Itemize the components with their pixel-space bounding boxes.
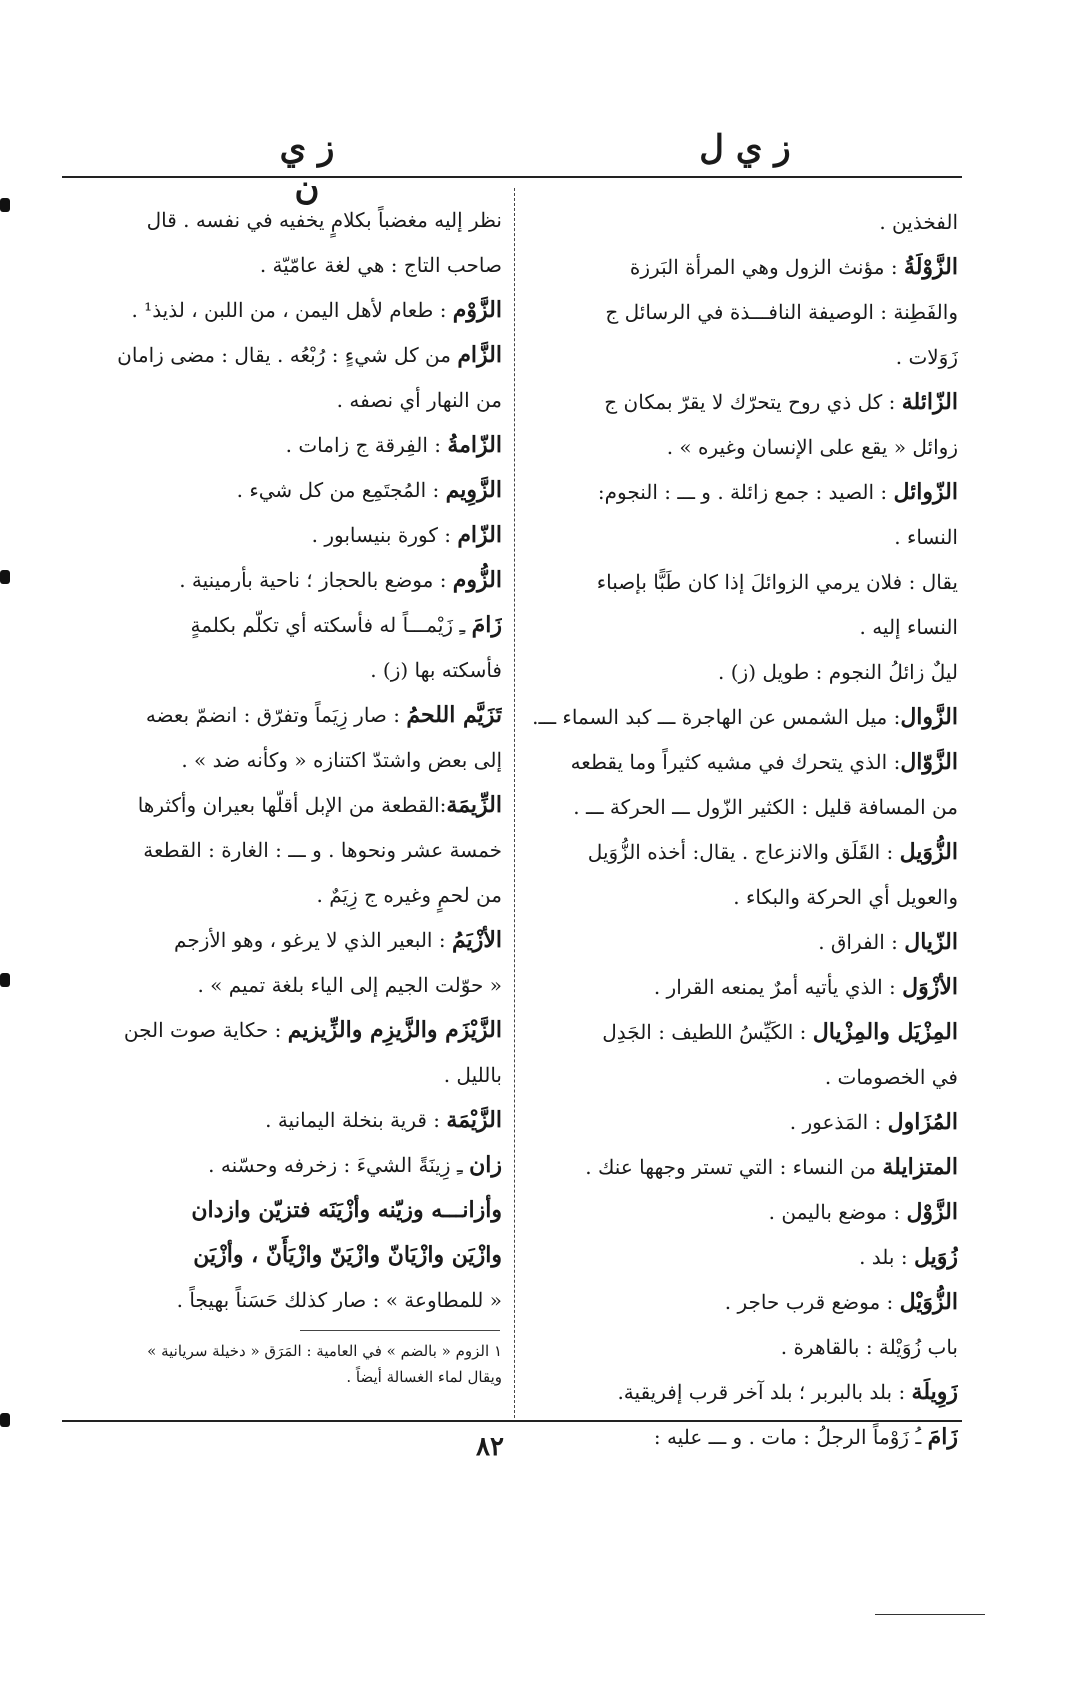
margin-mark: [0, 198, 10, 212]
definition-text: : كل ذي روح يتحرّك لا يقرّ بمكان ج: [604, 390, 902, 414]
entry-line: [526, 1055, 958, 1100]
corner-rule: [875, 1614, 985, 1615]
entry-line: [70, 963, 502, 1008]
entry-line: [70, 243, 502, 288]
footnote: [70, 1338, 502, 1390]
entry-line: [70, 738, 502, 783]
definition-text: : الصيد : جمع زائلة . و ـــ : النجوم:: [597, 480, 894, 504]
definition-text: يقال : فلان يرمي الزوائلَ إذا كان طَبًّا بإصباء: [596, 570, 958, 594]
definition-text: : صار زِيَماً وتفرّق : انضمّ بعضه: [145, 703, 407, 727]
entry-line: [70, 1188, 502, 1233]
definition-text: : الذي يأتيه أمرٌ يمنعه القرار .: [653, 975, 903, 999]
entry-line: [70, 873, 502, 918]
definition-text: ليلٌ زائلُ النجوم : طويل (ز) .: [718, 660, 958, 684]
definition-text: الفخذين .: [879, 210, 958, 234]
definition-text: : البعير الذي لا يرغو ، وهو الأزجم: [174, 928, 452, 952]
entry-line: [70, 513, 502, 558]
headword: الزُّوَيْل: [899, 1289, 958, 1315]
headword: الزّائلة: [901, 389, 958, 415]
definition-text: : موضع باليمن .: [768, 1200, 907, 1224]
entry-line: [526, 1325, 958, 1370]
headword: الزّوائل: [893, 479, 958, 505]
headword: تَزَيَّم اللحمُ: [406, 702, 502, 728]
definition-text: : الذي يتحرك في مشيه كثيراً وما يقطعه: [570, 750, 901, 774]
definition-text: والعويل أي الحركة والبكاء .: [733, 885, 958, 909]
entry-line: [526, 695, 958, 740]
entry-line: [70, 198, 502, 243]
headword: زُوَيل: [913, 1244, 958, 1270]
margin-mark: [0, 570, 10, 584]
entry-line: [70, 468, 502, 513]
header-root-left: ز ي ن: [279, 128, 335, 208]
left-column: [70, 198, 502, 1323]
headword: الزَّام: [457, 342, 502, 368]
entry-line: [526, 470, 958, 515]
headword: المتزايلة: [882, 1154, 958, 1180]
definition-text: : موضع بالحجاز ؛ ناحية بأرمينية .: [179, 568, 453, 592]
entry-line: [526, 1190, 958, 1235]
entry-line: [70, 648, 502, 693]
definition-text: فأسكته بها (ز) .: [370, 658, 502, 682]
entry-line: [70, 828, 502, 873]
definition-text: خمسة عشر ونحوها . و ـــ : الغارة : القطعة: [143, 838, 502, 862]
definition-text: : بلد .: [859, 1245, 914, 1269]
entry-line: [70, 1053, 502, 1098]
entry-line: [526, 785, 958, 830]
definition-text: : المَذعور .: [789, 1110, 888, 1134]
entry-line: [526, 650, 958, 695]
footnote-line: ويقال لماء الغسالة أيضاً .: [346, 1368, 502, 1386]
entry-line: [526, 245, 958, 290]
definition-text: : كورة بنيسابور .: [311, 523, 458, 547]
definition-text: : ميل الشمس عن الهاجرة ـــ كبد السماء ـــ.: [532, 705, 901, 729]
page-number: ٨٢: [476, 1432, 504, 1462]
entry-line: [526, 1235, 958, 1280]
definition-text: من لحمٍ وغيره ج زِيَمٌ .: [316, 883, 502, 907]
definition-text: : الكَيِّسُ اللطيف : الجَدِل: [602, 1020, 813, 1044]
top-rule: [62, 176, 962, 178]
definition-text: : حكاية صوت الجن: [123, 1018, 288, 1042]
definition-text: : القَلَق والانزعاج . يقال: أخذه الزُّوَيل: [587, 840, 900, 864]
entry-line: [70, 603, 502, 648]
headword: الزَّيْمَة: [446, 1107, 502, 1133]
right-column: [526, 200, 958, 1460]
headword: الزَّيْزَم والزَّيزِم والزِّيزيم: [287, 1017, 502, 1043]
definition-text: : قرية بنخلة اليمانية .: [265, 1108, 447, 1132]
headword: زَوِيلَة: [911, 1379, 958, 1405]
entry-line: [526, 200, 958, 245]
footnote-line: ١ الزوم « بالضم » في العامية : المَرَق « دخيلة سريانية »: [147, 1342, 502, 1360]
entry-line: [526, 1010, 958, 1055]
definition-text: ـِ زِينَةً الشيءَ : زخرفه وحسّنه .: [208, 1153, 470, 1177]
entry-line: [526, 425, 958, 470]
definition-text: من النساء : التي تستر وجهها عنك .: [585, 1155, 883, 1179]
headword: وأزانـــه وزيّنه وأزْيَنَه فتزيّن وازدان: [191, 1197, 502, 1223]
headword: وازْيَن وازْيَانّ وازْيَنّ وازْيَأَنّ ، وأزْيَن: [193, 1242, 502, 1268]
definition-text: : بلد بالبربر ؛ بلد آخر قرب إفريقية.: [617, 1380, 912, 1404]
definition-text: والفَطِنة : الوصيفة النافـــذة في الرسائل ج: [605, 300, 958, 324]
entry-line: [526, 1370, 958, 1415]
definition-text: باب زُوَيْلة : بالقاهرة .: [780, 1335, 958, 1359]
headword: الزّيال: [904, 929, 958, 955]
definition-text: زَوَلات .: [895, 345, 958, 369]
entry-line: [526, 290, 958, 335]
headword: الزَّوِيم: [445, 477, 502, 503]
definition-text: : الفِرقة ج زامات .: [285, 433, 448, 457]
definition-text: إلى بعض واشتدّ اكتنازه « وكأنه ضد » .: [181, 748, 502, 772]
entry-line: [526, 1145, 958, 1190]
headword: الزَّوْم: [452, 297, 502, 323]
headword: الزَّوال: [900, 704, 958, 730]
definition-text: من كل شيءٍ : رُبْعُه . يقال : مضى زامان: [117, 343, 458, 367]
entry-line: [70, 1233, 502, 1278]
definition-text: « حوّلت الجيم إلى الياء بلغة تميم » .: [197, 973, 502, 997]
headword: الأزْوَل: [902, 974, 958, 1000]
headword: الزَّوْل: [906, 1199, 958, 1225]
definition-text: : مؤنث الزول وهي المرأة البَرزة: [629, 255, 904, 279]
headword: الزُّوَيل: [899, 839, 958, 865]
headword: الزّام: [457, 522, 502, 548]
headword: زَامَ: [927, 1424, 958, 1450]
headword: زَامَ: [471, 612, 502, 638]
headword: الزِّيمَة: [446, 792, 502, 818]
entry-line: [70, 1098, 502, 1143]
headword: الزَّوْلَةُ: [903, 254, 958, 280]
entry-line: [526, 515, 958, 560]
definition-text: ـِ زَيْمـــاً له فأسكته أي تكلّم بكلمةٍ: [190, 613, 472, 637]
entry-line: [70, 1008, 502, 1053]
entry-line: [70, 558, 502, 603]
bottom-rule: [62, 1420, 962, 1422]
entry-line: [70, 288, 502, 333]
entry-line: [70, 1143, 502, 1188]
headword: الزّامةُ: [447, 432, 502, 458]
footnote-rule: [300, 1330, 500, 1331]
definition-text: في الخصومات .: [824, 1065, 958, 1089]
definition-text: بالليل .: [443, 1063, 502, 1087]
entry-line: [526, 335, 958, 380]
entry-line: [526, 605, 958, 650]
entry-line: [526, 830, 958, 875]
definition-text: :القطعة من الإبل أقلّها بعيران وأكثرها: [137, 793, 447, 817]
entry-line: [526, 920, 958, 965]
entry-line: [70, 378, 502, 423]
entry-line: [526, 875, 958, 920]
margin-mark: [0, 973, 10, 987]
headword: المُزَاول: [887, 1109, 958, 1135]
definition-text: صاحب التاج : هي لغة عامّيّة .: [259, 253, 502, 277]
definition-text: : المُجتَمِع من كل شيء .: [236, 478, 446, 502]
definition-text: نظر إليه مغضباً بكلامٍ يخفيه في نفسه . قال: [146, 208, 502, 232]
header-root-right: ز ي ل: [699, 128, 791, 168]
headword: الزُّوم: [452, 567, 502, 593]
entry-line: [526, 965, 958, 1010]
headword: الأزْيَمُ: [451, 927, 502, 953]
definition-text: « للمطاوعة » : صار كذلك حَسَناً بهيجاً .: [176, 1288, 502, 1312]
definition-text: ـُ زَوْماً الرجلُ : مات . و ـــ عليه :: [653, 1425, 928, 1449]
definition-text: زوائل « يقع على الإنسان وغيره » .: [666, 435, 958, 459]
entry-line: [526, 1280, 958, 1325]
definition-text: النساء .: [894, 525, 958, 549]
column-divider: [514, 188, 515, 1418]
entry-line: [70, 333, 502, 378]
entry-line: [526, 740, 958, 785]
entry-line: [70, 783, 502, 828]
definition-text: من النهار أي نصفه .: [336, 388, 502, 412]
headword: زان: [469, 1152, 502, 1178]
entry-line: [70, 693, 502, 738]
entry-line: [526, 380, 958, 425]
definition-text: : موضع قرب حاجر .: [724, 1290, 900, 1314]
definition-text: النساء إليه .: [859, 615, 958, 639]
entry-line: [526, 560, 958, 605]
entry-line: [70, 1278, 502, 1323]
entry-line: [70, 918, 502, 963]
definition-text: من المسافة قليل : الكثير الزّول ـــ الحركة ـــ .: [573, 795, 958, 819]
entry-line: [70, 423, 502, 468]
entry-line: [526, 1100, 958, 1145]
headword: المِزْيَل والمِزْيال: [812, 1019, 958, 1045]
definition-text: : الفراق .: [818, 930, 905, 954]
headword: الزَّوّال: [900, 749, 958, 775]
margin-mark: [0, 1413, 10, 1427]
definition-text: : طعام لأهل اليمن ، من اللبن ، لذيذ¹ .: [131, 298, 453, 322]
